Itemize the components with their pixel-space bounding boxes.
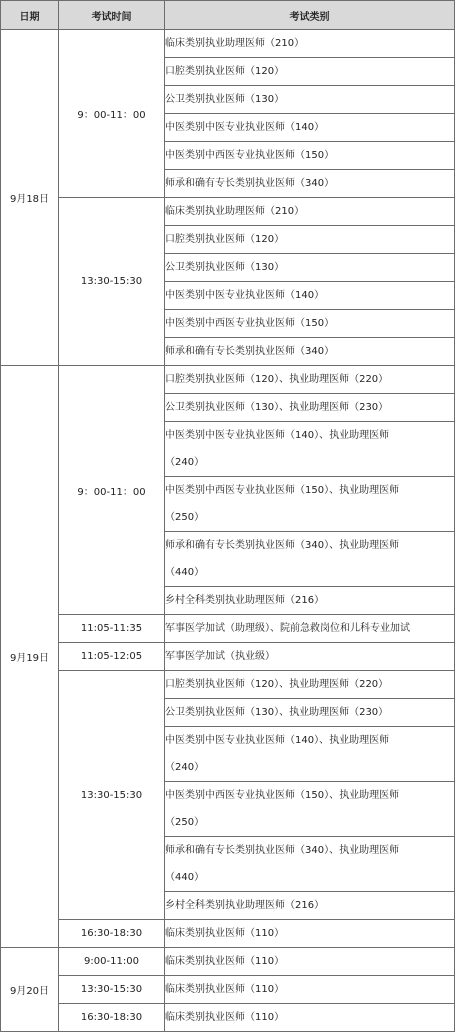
category-cell: 口腔类别执业医师（120） bbox=[165, 58, 455, 86]
category-cell: 口腔类别执业医师（120） bbox=[165, 226, 455, 254]
category-cell: 师承和确有专长类别执业医师（340） bbox=[165, 338, 455, 366]
category-cell: 中医类别中西医专业执业医师（150） bbox=[165, 142, 455, 170]
category-cell: 师承和确有专长类别执业医师（340）、执业助理医师 （440） bbox=[165, 532, 455, 587]
category-cell: 师承和确有专长类别执业医师（340） bbox=[165, 170, 455, 198]
table-row bbox=[1, 920, 455, 948]
category-cell: 口腔类别执业医师（120）、执业助理医师（220） bbox=[165, 671, 455, 699]
header-row bbox=[1, 1, 455, 30]
table-row bbox=[1, 643, 455, 671]
table-row bbox=[1, 1004, 455, 1032]
table-row bbox=[1, 615, 455, 643]
table-row bbox=[1, 976, 455, 1004]
time-cell: 9：00-11：00 bbox=[59, 30, 165, 198]
date-cell: 9月19日 bbox=[1, 366, 59, 948]
category-cell: 中医类别中医专业执业医师（140）、执业助理医师 （240） bbox=[165, 422, 455, 477]
table-row bbox=[1, 671, 455, 699]
header-time: 考试时间 bbox=[59, 1, 165, 30]
category-cell: 中医类别中西医专业执业医师（150） bbox=[165, 310, 455, 338]
date-cell: 9月18日 bbox=[1, 30, 59, 366]
category-cell: 师承和确有专长类别执业医师（340）、执业助理医师 （440） bbox=[165, 837, 455, 892]
category-cell: 军事医学加试（执业级） bbox=[165, 643, 455, 671]
category-cell: 临床类别执业医师（110） bbox=[165, 948, 455, 976]
category-cell: 临床类别执业医师（110） bbox=[165, 920, 455, 948]
category-cell: 中医类别中医专业执业医师（140） bbox=[165, 114, 455, 142]
category-cell: 中医类别中医专业执业医师（140）、执业助理医师 （240） bbox=[165, 727, 455, 782]
category-cell: 临床类别执业助理医师（210） bbox=[165, 198, 455, 226]
time-cell: 13:30-15:30 bbox=[59, 198, 165, 366]
table-row bbox=[1, 948, 455, 976]
category-cell: 中医类别中医专业执业医师（140） bbox=[165, 282, 455, 310]
time-cell: 13:30-15:30 bbox=[59, 671, 165, 920]
category-cell: 军事医学加试（助理级）、院前急救岗位和儿科专业加试 bbox=[165, 615, 455, 643]
time-cell: 16:30-18:30 bbox=[59, 1004, 165, 1032]
category-cell: 中医类别中西医专业执业医师（150）、执业助理医师 （250） bbox=[165, 477, 455, 532]
table-row bbox=[1, 366, 455, 394]
time-cell: 9：00-11：00 bbox=[59, 366, 165, 615]
category-cell: 公卫类别执业医师（130）、执业助理医师（230） bbox=[165, 394, 455, 422]
time-cell: 16:30-18:30 bbox=[59, 920, 165, 948]
date-cell: 9月20日 bbox=[1, 948, 59, 1032]
category-cell: 乡村全科类别执业助理医师（216） bbox=[165, 587, 455, 615]
category-cell: 公卫类别执业医师（130）、执业助理医师（230） bbox=[165, 699, 455, 727]
time-cell: 11:05-12:05 bbox=[59, 643, 165, 671]
category-cell: 临床类别执业助理医师（210） bbox=[165, 30, 455, 58]
category-cell: 临床类别执业医师（110） bbox=[165, 1004, 455, 1032]
table-row bbox=[1, 198, 455, 226]
time-cell: 13:30-15:30 bbox=[59, 976, 165, 1004]
header-date: 日期 bbox=[1, 1, 59, 30]
category-cell: 公卫类别执业医师（130） bbox=[165, 86, 455, 114]
table-row bbox=[1, 30, 455, 58]
category-cell: 口腔类别执业医师（120）、执业助理医师（220） bbox=[165, 366, 455, 394]
category-cell: 临床类别执业医师（110） bbox=[165, 976, 455, 1004]
category-cell: 中医类别中西医专业执业医师（150）、执业助理医师 （250） bbox=[165, 782, 455, 837]
category-cell: 公卫类别执业医师（130） bbox=[165, 254, 455, 282]
time-cell: 9:00-11:00 bbox=[59, 948, 165, 976]
category-cell: 乡村全科类别执业助理医师（216） bbox=[165, 892, 455, 920]
header-category: 考试类别 bbox=[165, 1, 455, 30]
time-cell: 11:05-11:35 bbox=[59, 615, 165, 643]
schedule-body bbox=[1, 30, 455, 1032]
